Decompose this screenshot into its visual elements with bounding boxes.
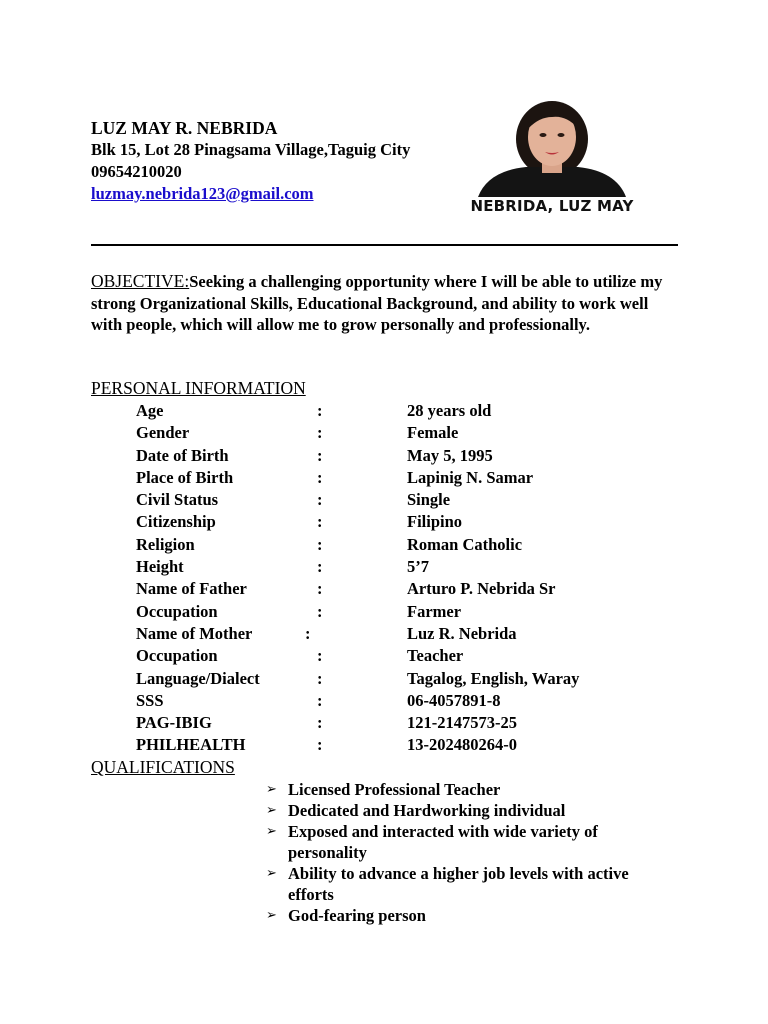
info-row: [136, 645, 676, 667]
info-value: 13-202480264-0: [407, 735, 517, 755]
qualification-item: [266, 905, 666, 926]
info-separator: :: [317, 690, 323, 710]
info-label: PHILHEALTH: [136, 735, 246, 755]
info-label: Civil Status: [136, 490, 219, 510]
info-label: SSS: [136, 690, 164, 710]
photo-caption: NEBRIDA, LUZ MAY: [470, 197, 634, 215]
qualification-item: [266, 779, 666, 800]
info-separator: :: [317, 601, 323, 621]
qualification-text: God-fearing person: [288, 906, 426, 925]
qualification-text: Exposed and interacted with wide variety of personality: [288, 822, 598, 862]
info-row: [136, 734, 676, 756]
info-label: Religion: [136, 534, 195, 554]
info-value: Tagalog, English, Waray: [407, 668, 580, 688]
info-separator: :: [317, 490, 323, 510]
personal-info-heading: PERSONAL INFORMATION: [91, 378, 306, 398]
personal-info-table: [136, 400, 676, 757]
info-separator: :: [317, 512, 323, 532]
id-photo: [448, 89, 656, 215]
info-separator: :: [317, 668, 323, 688]
header-divider: [91, 244, 678, 246]
info-label: PAG-IBIG: [136, 713, 212, 733]
info-label: Occupation: [136, 646, 218, 666]
arrow-bullet-icon: ➢: [266, 782, 277, 797]
info-value: 06-4057891-8: [407, 690, 501, 710]
info-separator: :: [317, 713, 323, 733]
info-row: [136, 623, 676, 645]
info-value: 5’7: [407, 557, 429, 577]
phone-number: 09654210020: [91, 162, 182, 181]
qualification-text: Dedicated and Hardworking individual: [288, 801, 566, 820]
info-label: Name of Mother: [136, 623, 253, 643]
info-row: [136, 511, 676, 533]
info-value: Single: [407, 490, 451, 510]
arrow-bullet-icon: ➢: [266, 803, 277, 818]
info-value: 121-2147573-25: [407, 713, 517, 733]
info-value: 28 years old: [407, 401, 492, 420]
info-row: [136, 601, 676, 623]
info-label: Language/Dialect: [136, 668, 260, 688]
info-value: Female: [407, 423, 459, 443]
info-label: Date of Birth: [136, 445, 229, 465]
arrow-bullet-icon: ➢: [266, 866, 277, 881]
qualification-item: [266, 800, 666, 821]
info-separator: :: [317, 534, 323, 554]
info-row: [136, 578, 676, 600]
qualification-item: [266, 821, 666, 863]
info-row: [136, 422, 676, 444]
info-separator: :: [317, 735, 323, 755]
info-separator: :: [317, 579, 323, 599]
info-separator: :: [317, 401, 323, 420]
info-value: Teacher: [407, 646, 464, 666]
info-row: [136, 690, 676, 712]
info-label: Place of Birth: [136, 467, 234, 487]
info-row: [136, 712, 676, 734]
info-label: Gender: [136, 423, 190, 443]
info-value: Lapinig N. Samar: [407, 467, 534, 487]
qualifications-list: [266, 779, 666, 926]
contact-header: [91, 117, 410, 205]
info-value: Luz R. Nebrida: [407, 623, 517, 643]
info-label: Name of Father: [136, 579, 247, 599]
info-label: Age: [136, 401, 164, 420]
applicant-name: LUZ MAY R. NEBRIDA: [91, 118, 278, 138]
objective-label: OBJECTIVE:: [91, 271, 190, 291]
arrow-bullet-icon: ➢: [266, 824, 277, 839]
info-label: Height: [136, 557, 184, 577]
info-label: Occupation: [136, 601, 218, 621]
info-value: Filipino: [407, 512, 463, 532]
email-link[interactable]: luzmay.nebrida123@gmail.com: [91, 184, 314, 203]
info-separator: :: [317, 646, 323, 666]
info-separator: :: [317, 467, 323, 487]
arrow-bullet-icon: ➢: [266, 908, 277, 923]
info-value: Arturo P. Nebrida Sr: [407, 579, 556, 599]
info-row: [136, 400, 676, 422]
info-separator: :: [317, 423, 323, 443]
info-separator: :: [317, 445, 323, 465]
objective-section: [91, 271, 671, 336]
info-row: [136, 467, 676, 489]
qualification-text: Licensed Professional Teacher: [288, 780, 501, 799]
qualifications-heading: QUALIFICATIONS: [91, 757, 235, 777]
qualification-text: Ability to advance a higher job levels with active efforts: [288, 864, 629, 904]
info-row: [136, 445, 676, 467]
address: Blk 15, Lot 28 Pinagsama Village,Taguig City: [91, 140, 411, 159]
info-row: [136, 556, 676, 578]
info-value: Farmer: [407, 601, 462, 621]
info-label: Citizenship: [136, 512, 216, 532]
info-row: [136, 668, 676, 690]
qualification-item: [266, 863, 666, 905]
info-row: [136, 489, 676, 511]
info-value: Roman Catholic: [407, 534, 523, 554]
info-separator: :: [317, 557, 323, 577]
info-separator: :: [305, 623, 311, 643]
objective-text: Seeking a challenging opportunity where I will be able to utilize my strong Organizational Skills, Educational Background, and ability to work well with people, which will allow me to grow personally and professionally.: [91, 272, 663, 334]
info-row: [136, 534, 676, 556]
info-value: May 5, 1995: [407, 445, 493, 465]
